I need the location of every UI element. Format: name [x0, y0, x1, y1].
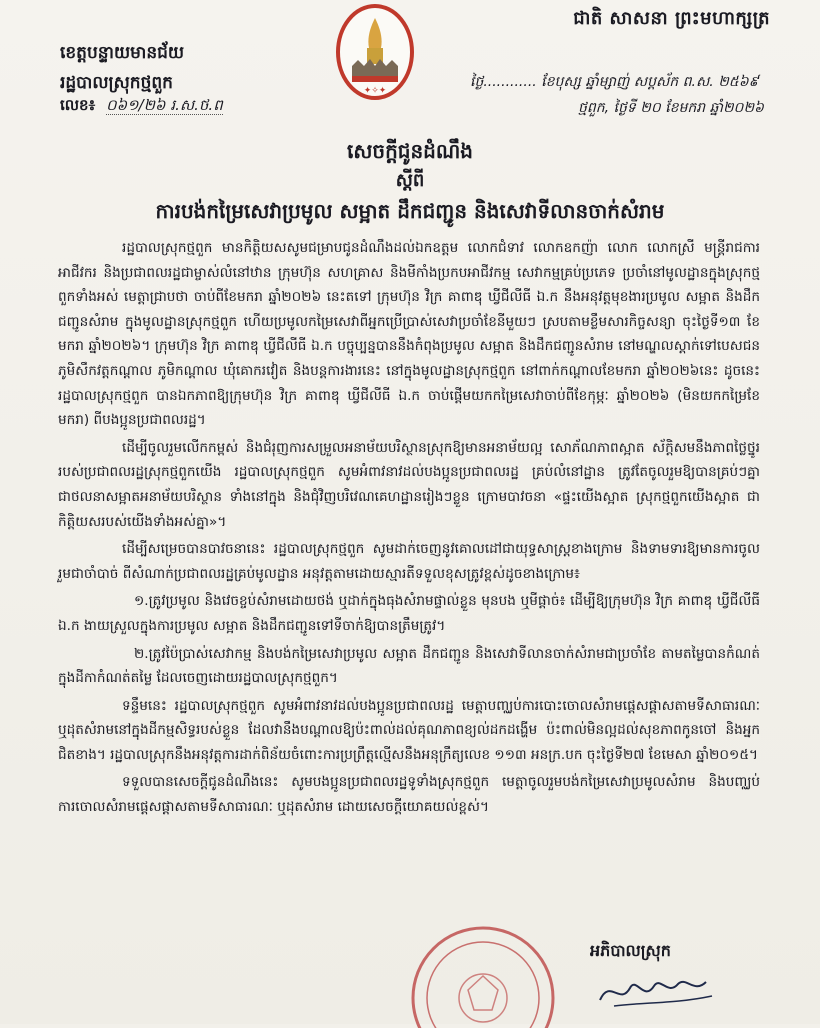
district-office-name: រដ្ឋបាលស្រុកថ្មពួក [60, 73, 173, 93]
paragraph-prohibition: ទន្ទឹមនេះ រដ្ឋបាលស្រុកថ្មពួក សូមអំពាវនាវដល់បងប្អូនប្រជាពលរដ្ឋ មេត្តាបញ្ឈប់ការបោះចោលសំរាមផ្ដេសផ្ដាសតាមទីសាធារណៈ ឬដុតសំរាមនៅក្នុងដីកម្មសិទ្ធរបស់ខ្លួន ដែលវានឹងបណ្ដាលឱ្យប៉ះពាល់ដល់គុណភាពខ្យល់ដកដង្ហើម ប៉ះពាល់មិនល្អដល់សុខភាពកូនចៅ និងអ្នកជិតខាង។ រដ្ឋបាលស្រុកនឹងអនុវត្តការដាក់ពិន័យចំពោះការប្រព្រឹត្តល្មើសនឹងអនុក្រឹត្យលេខ ១១៣ អនក្រ.បក ចុះថ្ងៃទី២៧ ខែមេសា ឆ្នាំ២០១៥។ [58, 697, 760, 763]
document-subject: ការបង់កម្រៃសេវាប្រមូល សម្អាត ដឹកជញ្ជូន និងសេវាទីលានចាក់សំរាម [155, 199, 665, 223]
ministry-logo-icon [334, 4, 416, 110]
svg-text:✦✧✦: ✦✧✦ [363, 86, 387, 96]
reference-value: ០៦១/២៦ រ.ស.ថ.ព [105, 96, 223, 114]
document-type-heading: សេចក្តីជូនដំណឹង [347, 139, 473, 163]
kingdom-motto: ជាតិ សាសនា ព្រះមហាក្សត្រ [573, 8, 770, 29]
reference-number [60, 96, 223, 118]
paragraph-announcement: រដ្ឋបាលស្រុកថ្មពួក មានកិត្តិយសសូមជម្រាបជូនដំណឹងដល់ឯកឧត្តម លោកជំទាវ លោកឧកញ៉ា លោក លោកស្រី មន្ត្រីរាជការ អាជីវករ និងប្រជាពលរដ្ឋជាម្ចាស់លំនៅឋាន ក្រុមហ៊ុន សហគ្រាស និងមីកាំងប្រកបអាជីវកម្ម សេវាកម្មគ្រប់ប្រភេទ ប្រចាំនៅមូលដ្ឋានក្នុងស្រុកថ្មពួកទាំងអស់ មេត្តាជ្រាបថា ចាប់ពីខែមករា ឆ្នាំ២០២៦ នេះតទៅ ក្រុមហ៊ុន វិក្រ គាពាឌុ ឃ្វីជីលីធី ឯ.ក នឹងអនុវត្តមុខងារប្រមូល សម្អាត និងដឹកជញ្ជូនសំរាម ក្នុងមូលដ្ឋានស្រុកថ្មពួក ហើយប្រមូលកម្រៃសេវាពីអ្នកប្រើប្រាស់សេវាប្រចាំខែនីមួយៗ ស្របតាមខ្លឹមសារកិច្ចសន្យា ចុះថ្ងៃទី១៣ ខែមករា ឆ្នាំ២០២៦។ ក្រុមហ៊ុន វិក្រ គាពាឌុ ឃ្វីជីលីធី ឯ.ក បច្ចុប្បន្នបាននឹងកំពុងប្រមូល សម្អាត និងដឹកជញ្ជូនសំរាម នៅមណ្ឌលស្ដាក់ទៅបេសជនភូមិសឹកវត្តកណ្ដាល ភូមិកណ្ដាល ឃុំគោករវៀត និងបន្តការងារនេះ នៅក្នុងមូលដ្ឋានស្រុកថ្មពួក នៅពាក់កណ្ដាលខែមករា ឆ្នាំ២០២៦នេះ ដូចនេះរដ្ឋបាលស្រុកថ្មពួក បានឯកភាពឱ្យក្រុមហ៊ុន វិក្រ គាពាឌុ ឃ្វីជីលីធី ឯ.ក ចាប់ផ្ដើមយកកម្រៃសេវាចាប់ពីខែកុម្ភៈ ឆ្នាំ២០២៦ (មិនយកកម្រៃខែមករា) ពីបងប្អូនប្រជាពលរដ្ឋ។ [58, 240, 760, 429]
signatory-title: អភិបាលស្រុក [590, 941, 671, 960]
paragraph-strategy: ដើម្បីសម្រេចបានបាវចនានេះ រដ្ឋបាលស្រុកថ្មពួក សូមដាក់ចេញនូវគោលដៅជាយុទ្ធសាស្ត្រខាងក្រោម និងទាមទារឱ្យមានការចូលរួមជាចាំបាច់ ពីសំណាក់ប្រជាពលរដ្ឋគ្រប់មូលដ្ឋាន អនុវត្តតាមដោយស្មារតីទទួលខុសត្រូវខ្ពស់ដូចខាងក្រោម៖ [58, 541, 760, 582]
paragraph-closing: ទទួលបានសេចក្តីជូនដំណឹងនេះ សូមបងប្អូនប្រជាពលរដ្ឋទូទាំងស្រុកថ្មពួក មេត្តាចូលរួមបង់កម្រៃសេវាប្រមូលសំរាម និងបញ្ឈប់ការចោលសំរាមផ្ដេសផ្ដាសតាមទីសាធារណៈ ឬដុតសំរាម ដោយសេចក្តីយោគយល់ខ្ពស់។ [58, 774, 760, 816]
document-body [58, 236, 760, 823]
lunar-date: ថ្ងៃ............ ខែបុស្ស ឆ្នាំម្សាញ់ សប្តស័ក ព.ស. ២៥៦៩ [470, 74, 759, 90]
official-seal-icon [408, 918, 558, 1028]
about-label: ស្តីពី [395, 170, 425, 191]
solar-date: ថ្មពួក, ថ្ងៃទី ២០ ខែមករា ឆ្នាំ២០២៦ [578, 100, 764, 116]
list-item-1: ១.ត្រូវប្រមូល និងវេចខ្ចប់សំរាមដោយថង់ ឬដាក់ក្នុងធុងសំរាមផ្ទាល់ខ្លួន មុនបង ឬមីផ្ដាច់៖ ដើម្បីឱ្យក្រុមហ៊ុន វិក្រ គាពាឌុ ឃ្វីជីលីធី ឯ.ក ងាយស្រួលក្នុងការប្រមូល សម្អាត និងដឹកជញ្ជូនទៅទីចាក់ឱ្យបានត្រឹមត្រូវ។ [58, 593, 760, 634]
handwritten-signature-icon [594, 966, 724, 1014]
province-name: ខេត្តបន្ទាយមានជ័យ [60, 43, 185, 63]
reference-label: លេខ៖ [60, 96, 96, 114]
list-item-2: ២.ត្រូវប៉ៃប្រាស់សេវាកម្ម និងបង់កម្រៃសេវាប្រមូល សម្អាត ដឹកជញ្ជូន និងសេវាទីលានចាក់សំរាមជាប្រចាំខែ តាមតម្លៃបានកំណត់ក្នុងដីកាកំណត់តម្លៃ ដែលចេញដោយរដ្ឋបាលស្រុកថ្មពួក។ [58, 645, 760, 687]
paragraph-appeal: ដើម្បីចូលរួមលើកកម្ពស់ និងជំរុញការសម្រួលអនាម័យបរិស្ថានស្រុកឱ្យមានអនាម័យល្អ សោភ័ណភាពស្អាត ស័ក្តិសមនឹងភាពថ្លៃថ្នូររបស់ប្រជាពលរដ្ឋស្រុកថ្មពួកយើង រដ្ឋបាលស្រុកថ្មពួក សូមអំពាវនាវដល់បងប្អូនប្រជាពលរដ្ឋ គ្រប់លំនៅដ្ឋាន ត្រូវតែចូលរួមឱ្យបានគ្រប់ៗគ្នា ជាថលនាសម្អាតអនាម័យបរិស្ថាន ទាំងនៅក្នុង និងជុំវិញបរិវេណគេហដ្ឋានរៀងៗខ្លួន ក្រោមបាវចនា «ផ្ទះយើងស្អាត ស្រុកថ្មពួកយើងស្អាត ជាកិត្តិយសរបស់យើងទាំងអស់គ្នា»។ [58, 439, 760, 530]
